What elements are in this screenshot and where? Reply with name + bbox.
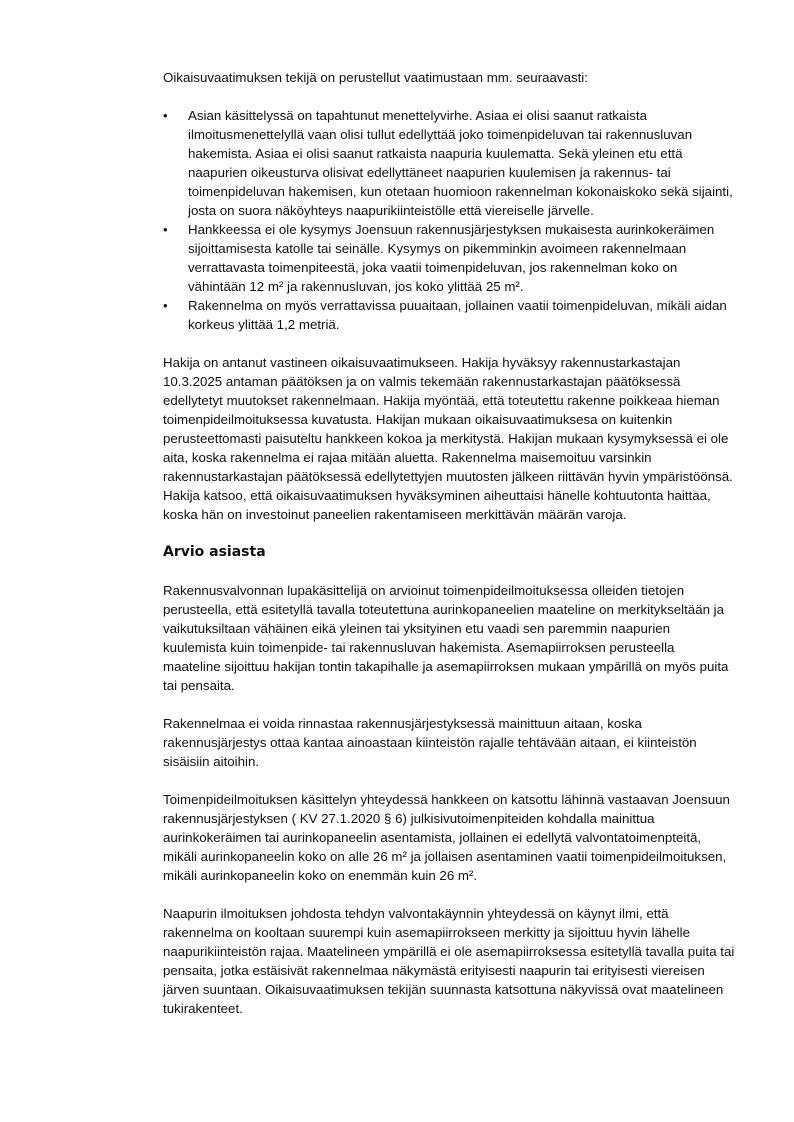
bullet-icon: • [163,108,168,123]
assessment-paragraph: Naapurin ilmoituksen johdosta tehdyn valvontakäynnin yhteydessä on käynyt ilmi, että rakennelma on kooltaan suurempi kuin asemapiirrokseen merkitty ja sijoittuu hyvin lähelle naapurikiinteistön rajaa. Maatelineen ympärillä ei ole asemapiirroksessa esitetyllä tavalla puita tai pensaita, jotka estäisivät rakennelmaa näkymästä erityisesti naapurin tai erityisesti viereisen järven suuntaan. Oikaisuvaatimuksen tekijän suunnasta katsottuna näkyvissä ovat maatelineen tukirakenteet. [163,906,735,1016]
list-item [163,296,735,334]
assessment-paragraph: Toimenpideilmoituksen käsittelyn yhteydessä hankkeen on katsottu lähinnä vastaavan Joensuun rakennusjärjestyksen ( KV 27.1.2020 § 6) julkisivutoimenpiteiden kohdalla mainittua aurinkokeräimen tai aurinkopaneelin asentamista, jollainen ei edellytä valvontatoimenpteitä, mikäli aurinkopaneelin koko on alle 26 m² ja jollaisen asentaminen vaatii toimenpideilmoituksen, mikäli aurinkopaneelin koko on enemmän kuin 26 m². [163,792,730,883]
list-item [163,220,735,296]
list-item-text: Asian käsittelyssä on tapahtunut menettelyvirhe. Asiaa ei olisi saanut ratkaista ilmoitusmenettelyllä vaan olisi tullut edellyttää joko toimenpideluvan tai rakennusluvan hakemista. Asiaa ei olisi saanut ratkaista naapuria kuulematta. Sekä yleinen etu että naapurien oikeusturva olisivat edellyttäneet naapurien kuulemisen ja rakennus- tai toimenpideluvan hakemisen, kun otetaan huomioon rakennelman kokonaiskoko sekä sijainti, josta on suora näköyhteys naapurikiinteistölle että viereiselle järvelle. [188,108,733,218]
assessment-paragraph: Rakennelmaa ei voida rinnastaa rakennusjärjestyksessä mainittuun aitaan, koska rakennusjärjestys ottaa kantaa ainoastaan kiinteistön rajalle tehtävään aitaan, ei kiinteistön sisäisiin aitoihin. [163,716,697,769]
list-item [163,106,735,220]
list-item-text: Rakennelma on myös verrattavissa puuaitaan, jollainen vaatii toimenpideluvan, mikäli aidan korkeus ylittää 1,2 metriä. [188,298,727,332]
bullet-icon: • [163,298,168,313]
response-paragraph: Hakija on antanut vastineen oikaisuvaatimukseen. Hakija hyväksyy rakennustarkastajan 10.3.2025 antaman päätöksen ja on valmis tekemään rakennustarkastajan päätöksessä edellytetyt muutokset rakennelmaan. Hakija myöntää, että toteutettu rakenne poikkeaa hieman toimenpideilmoituksessa kuvatusta. Hakijan mukaan oikaisuvaatimuksesa on kuitenkin perusteettomasti paisuteltu hankkeen kokoa ja merkitystä. Hakijan mukaan kysymyksessä ei ole aita, koska rakennelma ei rajaa mitään aluetta. Rakennelma maisemoituu varsinkin rakennustarkastajan päätöksessä edellytettyjen muutosten jälkeen riittävän hyvin ympäristöönsä. Hakija katsoo, että oikaisuvaatimuksen hyväksyminen aiheuttaisi hänelle kohtuutonta haittaa, koska hän on investoinut paneelien rakentamiseen merkittävän määrän varoja. [163,355,733,522]
list-item-text: Hankkeessa ei ole kysymys Joensuun rakennusjärjestyksen mukaisesta aurinkokeräimen sijoittamisesta katolle tai seinälle. Kysymys on pikemminkin avoimeen rakennelmaan verrattavasta toimenpiteestä, joka vaatii toimenpideluvan, jos rakennelman koko on vähintään 12 m² ja rakennusluvan, jos koko ylittää 25 m². [188,222,715,294]
document-page [163,68,735,1037]
claims-list [163,106,735,334]
intro-paragraph: Oikaisuvaatimuksen tekijä on perustellut vaatimustaan mm. seuraavasti: [163,70,588,85]
section-heading: Arvio asiasta [163,544,266,560]
bullet-icon: • [163,222,168,237]
assessment-paragraph: Rakennusvalvonnan lupakäsittelijä on arvioinut toimenpideilmoituksessa olleiden tietojen perusteella, että esitetyllä tavalla toteutettuna aurinkopaneelien maateline on merkitykseltään ja vaikutuksiltaan vähäinen eikä yleinen tai yksityinen etu vaadi sen paremmin naapurien kuulemista kuin toimenpide- tai rakennusluvan hakemista. Asemapiirroksen perusteella maateline sijoittuu hakijan tontin takapihalle ja asemapiirroksen mukaan ympärillä on myös puita tai pensaita. [163,583,729,693]
